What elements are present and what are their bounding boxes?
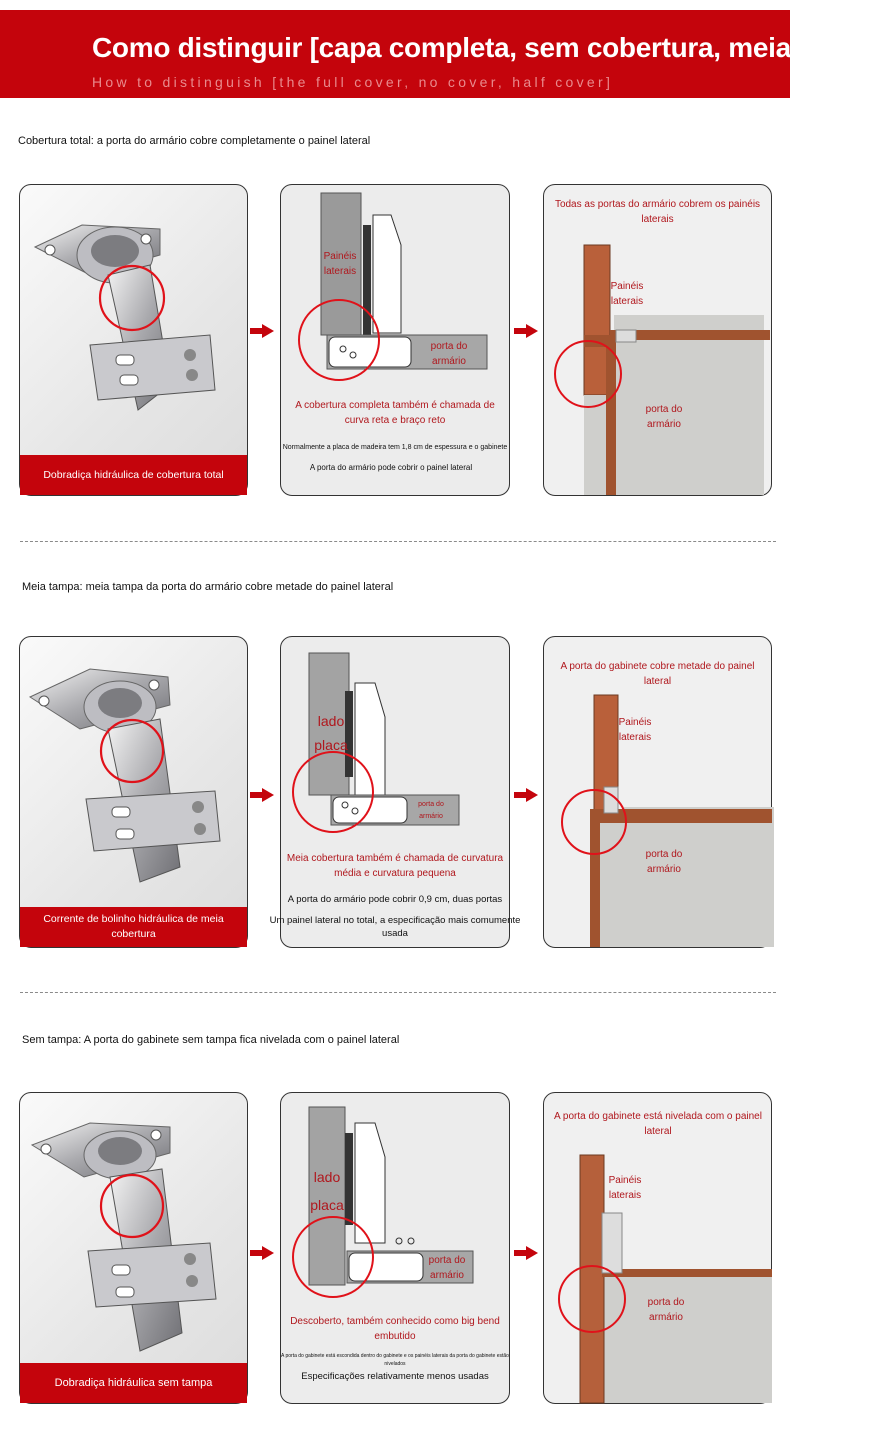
diagram-door-label: porta do armário bbox=[418, 801, 444, 820]
diagram-no-cover bbox=[280, 1092, 510, 1404]
hinge-photo-half-cover bbox=[19, 636, 248, 948]
photo-label: Dobradiça hidráulica de cobertura total bbox=[20, 455, 247, 495]
diagram-door-label: porta do armário bbox=[430, 341, 468, 367]
hinge-illustration bbox=[20, 1093, 247, 1403]
page-subtitle: How to distinguish [the full cover, no cover, half cover] bbox=[92, 74, 614, 90]
diagram-note: Um painel lateral no total, a especificação mais comumente usada bbox=[269, 915, 521, 939]
diagram-caption: Meia cobertura também é chamada de curvatura média e curvatura pequena bbox=[286, 853, 504, 879]
diagram-panel-label bbox=[307, 1163, 347, 1219]
section-title-full-cover: Cobertura total: a porta do armário cobre completamente o painel lateral bbox=[18, 135, 371, 147]
section-title-half-cover: Meia tampa: meia tampa da porta do armário cobre metade do painel lateral bbox=[22, 581, 394, 593]
arrow-icon bbox=[262, 788, 274, 802]
diagram-panel-line2: placa bbox=[314, 737, 348, 753]
diagram-caption: A cobertura completa também é chamada de curva reta e braço reto bbox=[295, 400, 495, 426]
diagram-note: A porta do gabinete está escondida dentro do gabinete e os painéis laterais da porta do gabinete estão nivelados bbox=[281, 1353, 509, 1367]
cabinet-illustration bbox=[544, 1093, 771, 1403]
hinge-illustration bbox=[20, 637, 247, 947]
diagram-caption: Descoberto, também conhecido como big bend embutido bbox=[290, 1316, 500, 1342]
diagram-panel-line1: lado bbox=[313, 1169, 341, 1185]
diagram-note: Normalmente a placa de madeira tem 1,8 cm de espessura e o gabinete bbox=[282, 444, 508, 451]
cabinet-title: A porta do gabinete cobre metade do painel lateral bbox=[560, 661, 755, 687]
hinge-photo-full-cover bbox=[19, 184, 248, 496]
diagram-panel-line1: lado bbox=[317, 713, 345, 729]
page-title: Como distinguir [capa completa, sem cobertura, meia capa) bbox=[92, 32, 870, 63]
hinge-illustration bbox=[20, 185, 247, 495]
arrow-icon bbox=[526, 1246, 538, 1260]
cabinet-panel-label: Painéis laterais bbox=[618, 717, 652, 743]
cabinet-no-cover bbox=[543, 1092, 772, 1404]
cabinet-title: A porta do gabinete está nivelada com o painel lateral bbox=[554, 1111, 762, 1137]
arrow-icon bbox=[526, 324, 538, 338]
cabinet-door-label: porta do armário bbox=[645, 404, 683, 430]
diagram-panel-label: Painéis laterais bbox=[323, 251, 357, 277]
section-divider bbox=[20, 992, 776, 993]
cabinet-half-cover bbox=[543, 636, 772, 948]
arrow-icon bbox=[526, 788, 538, 802]
header-banner bbox=[0, 10, 870, 98]
photo-label: Dobradiça hidráulica sem tampa bbox=[20, 1363, 247, 1403]
arrow-icon bbox=[262, 324, 274, 338]
diagram-panel-line2: placa bbox=[310, 1197, 344, 1213]
cabinet-full-cover bbox=[543, 184, 772, 496]
hinge-photo-no-cover bbox=[19, 1092, 248, 1404]
diagram-panel-label bbox=[311, 709, 351, 757]
photo-label: Corrente de bolinho hidráulica de meia cobertura bbox=[20, 907, 247, 947]
diagram-note: Especificações relativamente menos usadas bbox=[301, 1371, 489, 1382]
cabinet-panel-label: Painéis laterais bbox=[608, 1175, 642, 1201]
diagram-half-cover bbox=[269, 636, 521, 948]
cabinet-door-label: porta do armário bbox=[647, 1297, 685, 1323]
section-divider bbox=[20, 541, 776, 542]
cabinet-door-label: porta do armário bbox=[645, 849, 683, 875]
cabinet-title: Todas as portas do armário cobrem os painéis laterais bbox=[554, 199, 761, 225]
cabinet-panel-label: Painéis laterais bbox=[610, 281, 644, 307]
diagram-note: A porta do armário pode cobrir o painel lateral bbox=[309, 463, 473, 472]
diagram-full-cover bbox=[280, 184, 510, 496]
diagram-note: A porta do armário pode cobrir 0,9 cm, duas portas bbox=[287, 894, 503, 905]
diagram-door-label: porta do armário bbox=[428, 1255, 466, 1281]
cabinet-illustration bbox=[544, 185, 771, 495]
section-title-no-cover: Sem tampa: A porta do gabinete sem tampa fica nivelada com o painel lateral bbox=[22, 1034, 400, 1046]
arrow-icon bbox=[262, 1246, 274, 1260]
